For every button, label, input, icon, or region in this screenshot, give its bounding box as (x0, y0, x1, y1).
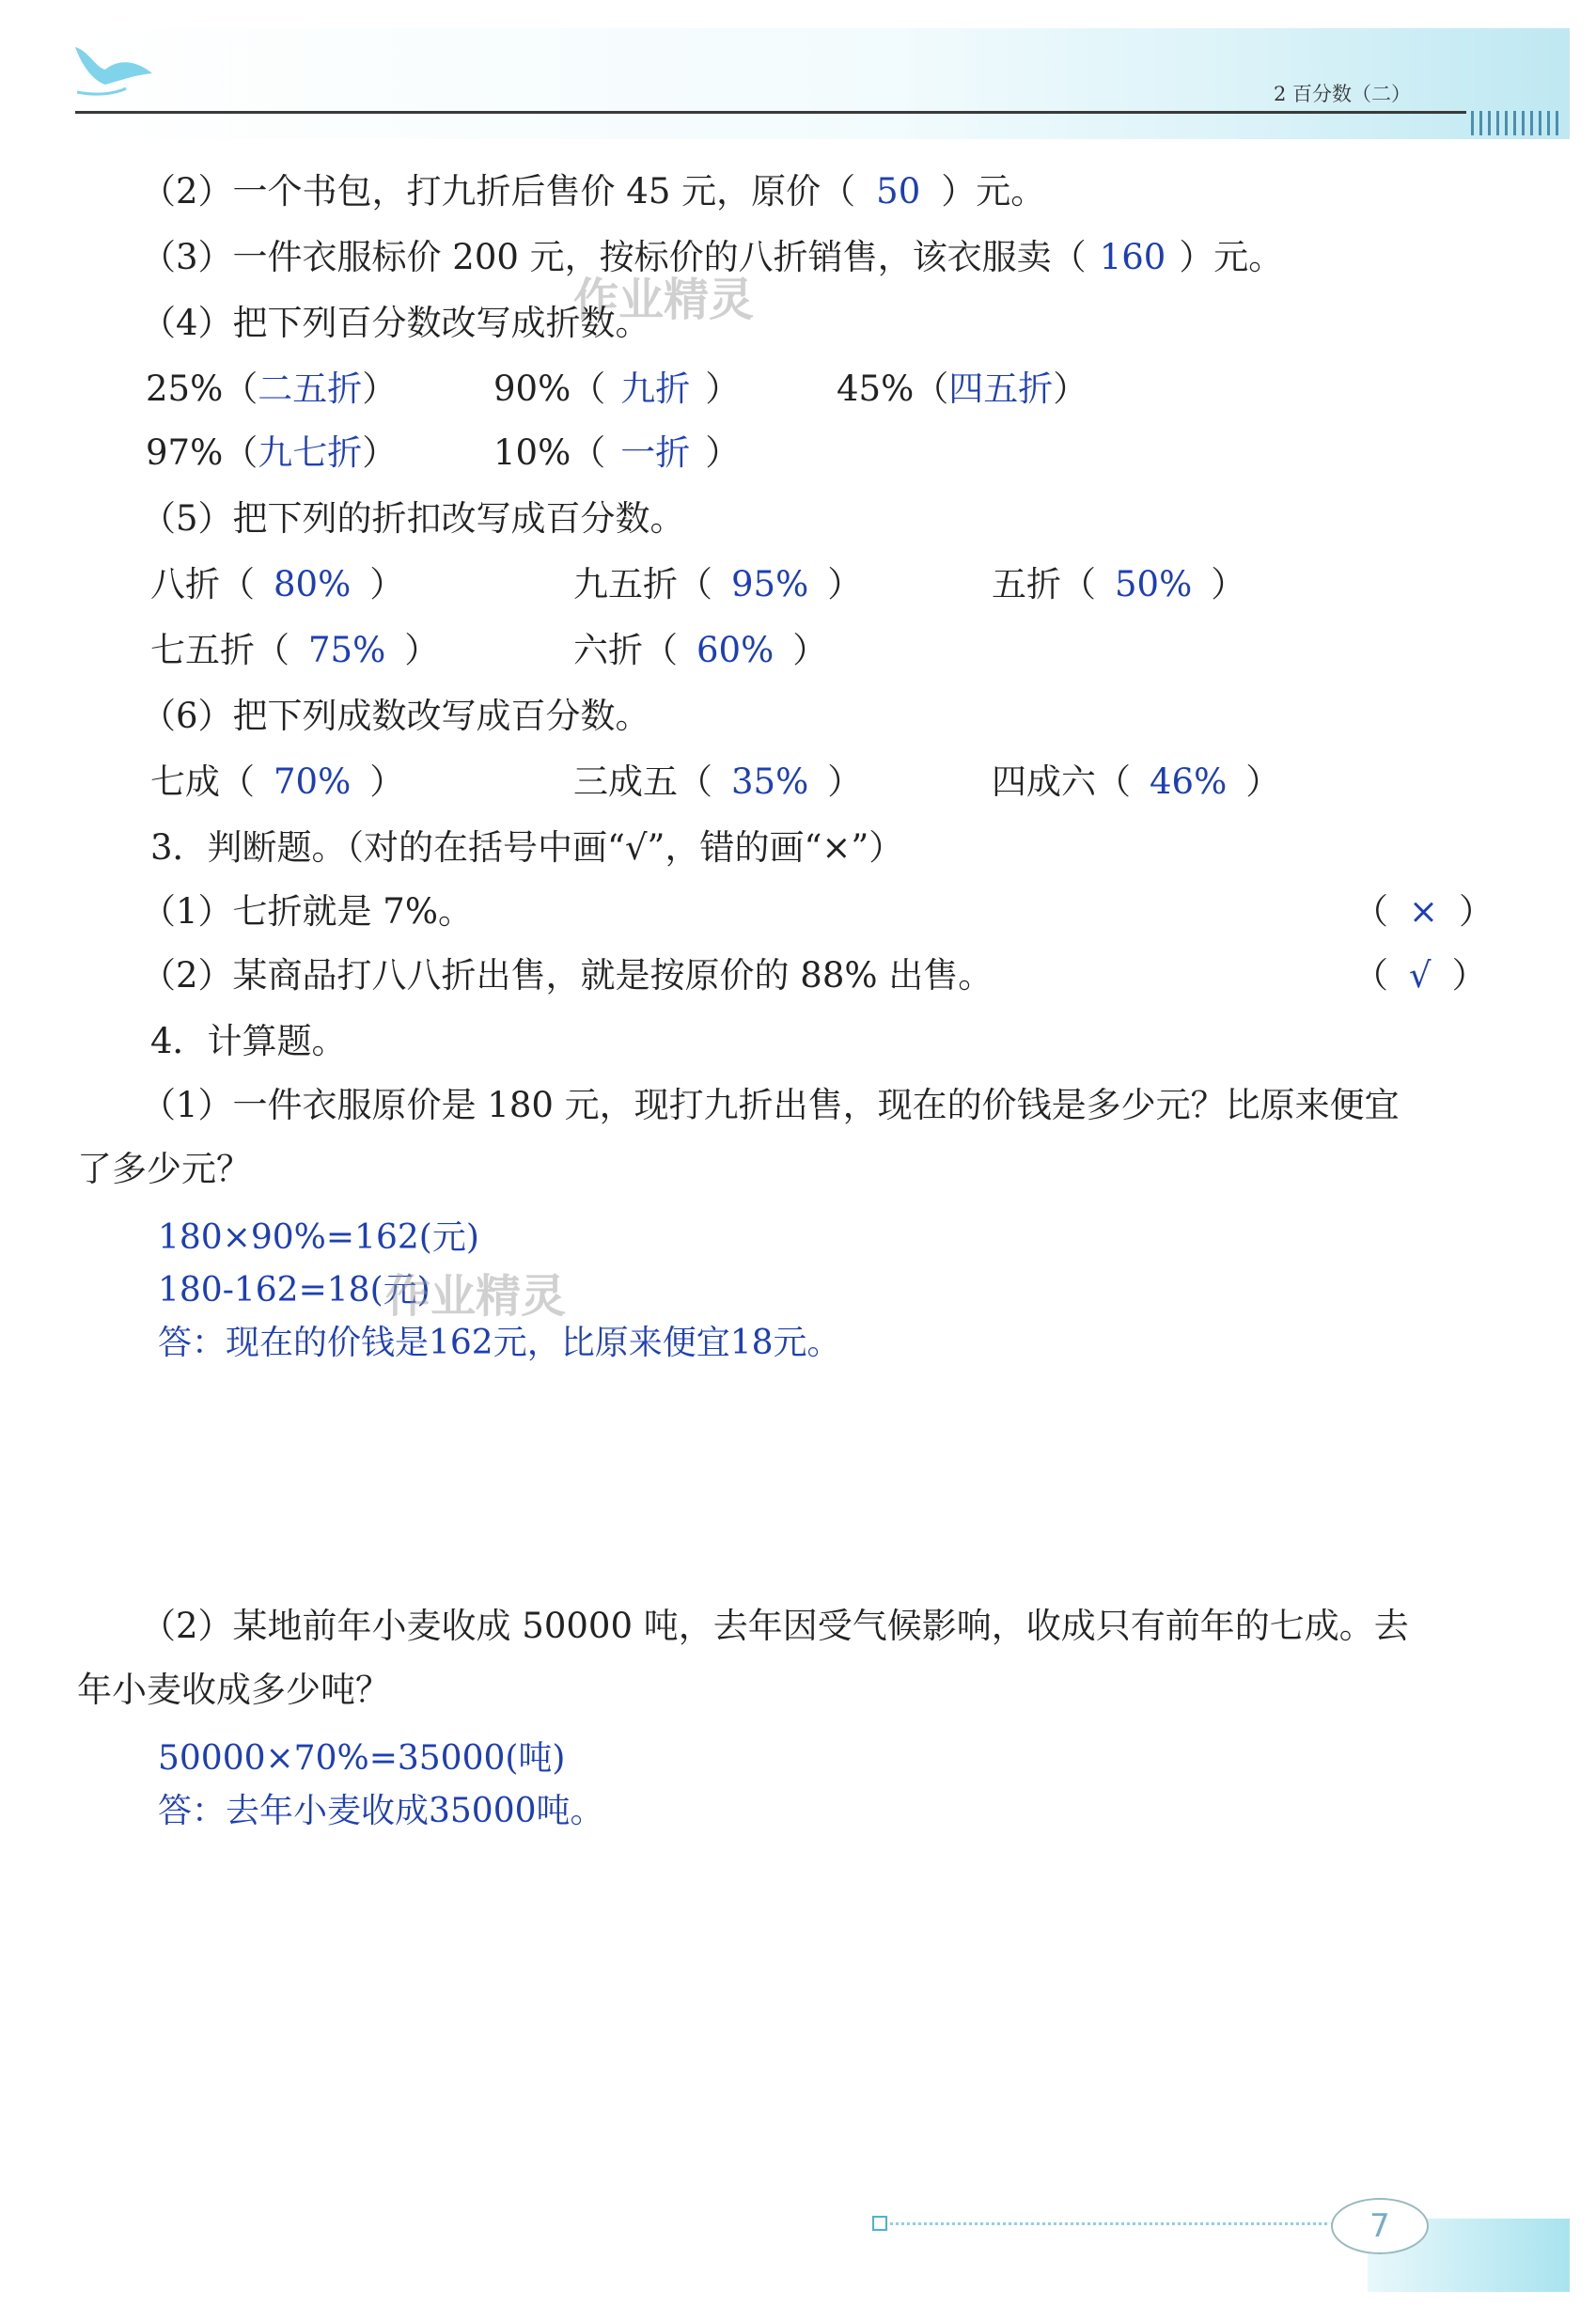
discount-item: 八折（ 80% ） (150, 564, 405, 604)
percent-item: 25%（二五折） (146, 369, 398, 409)
percent-item: 10%（ 一折 ） (493, 432, 741, 473)
question-2-2: （2）一个书包，打九折后售价 45 元，原价（ 50 ）元。 (141, 171, 1046, 212)
chengshu-item: 三成五（ 35% ） (573, 761, 863, 802)
question-3: 3．判断题。（对的在括号中画“√”，错的画“×”） (150, 827, 904, 868)
question-4-2-line2: 年小麦收成多少吨？ (77, 1670, 390, 1710)
answer-blank: 50 (876, 171, 921, 212)
work-line: 180-162=18(元) (158, 1271, 430, 1310)
question-2-5: （5）把下列的折扣改写成百分数。 (141, 498, 685, 539)
discount-item: 五折（ 50% ） (992, 564, 1246, 604)
judge-answer: （ √ ） (1353, 955, 1487, 996)
discount-item: 六折（ 60% ） (573, 630, 828, 670)
work-line: 180×90%=162(元) (158, 1218, 479, 1257)
footer-square-icon (872, 2216, 887, 2231)
watermark: 作业精灵 (573, 274, 755, 326)
answer-line: 答：去年小麦收成35000吨。 (158, 1792, 604, 1830)
answer-line: 答：现在的价钱是162元，比原来便宜18元。 (158, 1324, 841, 1362)
judge-2: （2）某商品打八八折出售，就是按原价的 88% 出售。 (141, 955, 994, 996)
footer-dotted-rule (884, 2222, 1335, 2225)
question-4-2-line1: （2）某地前年小麦收成 50000 吨，去年因受气候影响，收成只有前年的七成。去 (141, 1606, 1409, 1646)
question-2-6: （6）把下列成数改写成百分数。 (141, 696, 650, 736)
chengshu-item: 四成六（ 46% ） (992, 761, 1281, 802)
header-stripes (1471, 111, 1563, 135)
bird-logo-icon (68, 39, 162, 105)
question-4: 4．计算题。 (150, 1021, 347, 1061)
page-number: 7 (1331, 2198, 1429, 2254)
answer-blank: 160 (1099, 237, 1166, 277)
percent-item: 97%（九七折） (146, 432, 398, 473)
question-4-1-line2: 了多少元？ (77, 1149, 251, 1189)
judge-1: （1）七折就是 7%。 (141, 891, 473, 932)
work-line: 50000×70%=35000(吨) (158, 1739, 566, 1778)
header-rule (75, 111, 1466, 114)
discount-item: 九五折（ 95% ） (573, 564, 863, 604)
question-2-4: （4）把下列百分数改写成折数。 (141, 303, 650, 343)
question-4-1-line1: （1）一件衣服原价是 180 元，现打九折出售，现在的价钱是多少元？比原来便宜 (141, 1085, 1400, 1125)
question-2-3: （3）一件衣服标价 200 元，按标价的八折销售，该衣服卖（ 160 ）元。 (141, 237, 1284, 277)
chengshu-item: 七成（ 70% ） (150, 761, 405, 802)
watermark: 作业精灵 (385, 1270, 567, 1323)
judge-answer: （ × ） (1353, 891, 1494, 932)
percent-item: 90%（ 九折 ） (493, 369, 741, 409)
percent-item: 45%（四五折） (837, 369, 1088, 409)
chapter-header: 2 百分数（二） (1274, 83, 1412, 105)
discount-item: 七五折（ 75% ） (150, 630, 440, 670)
